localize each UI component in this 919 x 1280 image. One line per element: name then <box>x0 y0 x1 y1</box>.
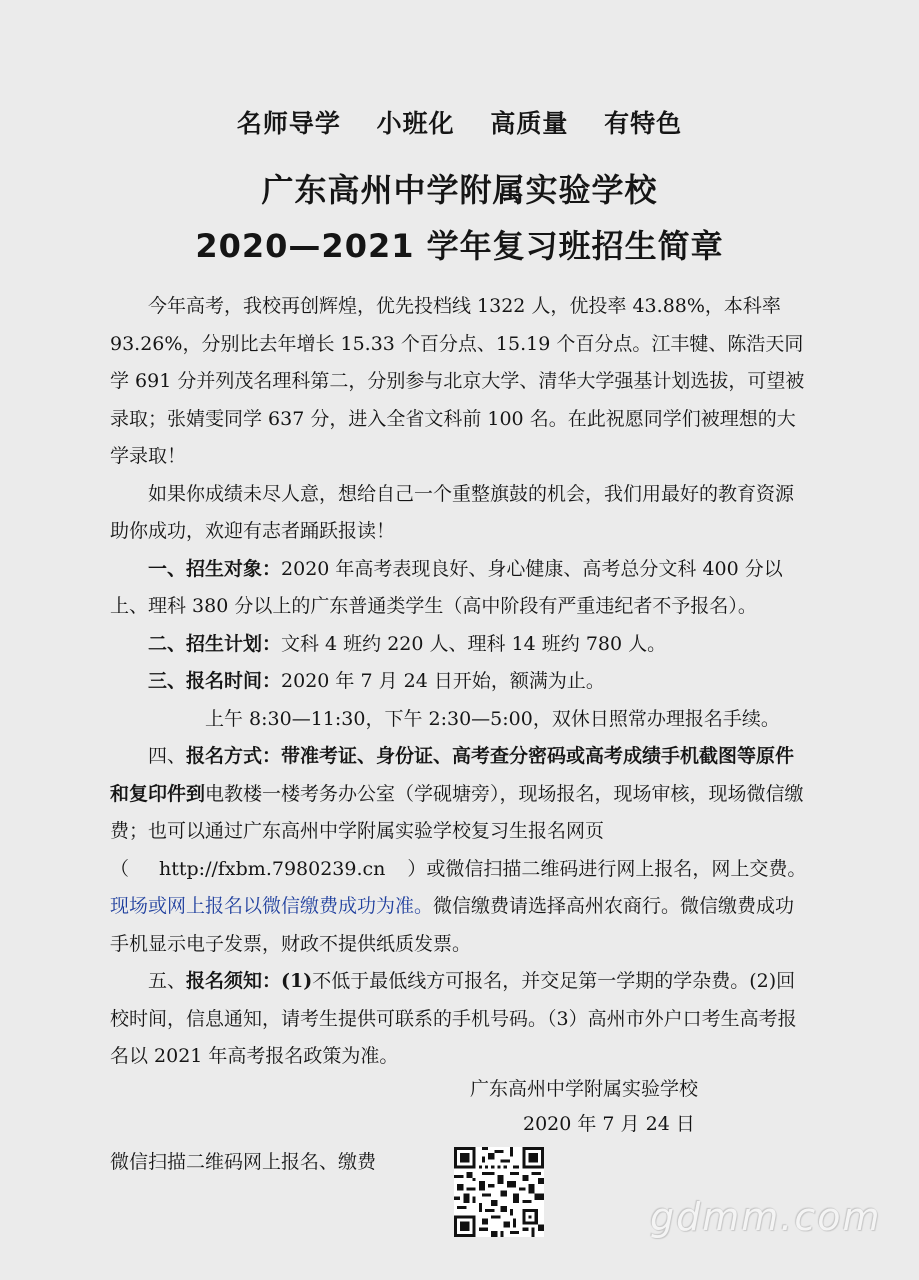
section2-heading: 二、招生计划： <box>148 632 282 655</box>
invite-paragraph: 如果你成绩未尽人意，想给自己一个重整旗鼓的机会，我们用最好的教育资源助你成功，欢迎有志者踊跃报读！ <box>110 482 795 542</box>
section5-prefix: 五、 <box>148 970 187 992</box>
section4-text-b: ）或微信扫描二维码进行网上报名，网上交费。 <box>407 857 807 880</box>
section4-text-a: 电教楼一楼考务办公室（学砚塘旁），现场报名，现场审核，现场微信缴费；也可以通过广东高州中学附属实验学校复习生报名网页（ <box>110 782 804 880</box>
signature-date: 2020 年 7 月 24 日 <box>523 1113 695 1135</box>
slogan-1: 名师导学 <box>236 109 341 138</box>
section3-text: 2020 年 7 月 24 日开始，额满为止。 <box>281 670 605 692</box>
site-watermark: gdmm.com <box>650 1195 882 1239</box>
slogan-3: 高质量 <box>490 109 569 138</box>
section-registration-notes <box>110 963 810 1076</box>
registration-url[interactable]: http://fxbm.7980239.cn <box>159 857 386 880</box>
section-enrollment-target <box>110 551 810 626</box>
qr-label: 微信扫描二维码网上报名、缴费 <box>110 1151 377 1173</box>
section-enrollment-plan <box>110 626 810 664</box>
section4-heading: 报名方式：带准考证、身份证、高考查分密码或高考成绩手机截图等原件和复印件到 <box>110 745 795 805</box>
slogan-line <box>0 104 919 140</box>
section3-heading: 三、报名时间： <box>148 670 282 692</box>
signature-school: 广东高州中学附属实验学校 <box>470 1078 699 1100</box>
section-registration-method <box>110 738 810 963</box>
section1-text: 2020 年高考表现良好、身心健康、高考总分文科 400 分以上、理科 380 分以上的广东普通类学生（高中阶段有严重违纪者不予报名）。 <box>110 557 783 617</box>
payment-highlight: 现场或网上报名以微信缴费成功为准。 <box>110 895 434 917</box>
section4-text-c: 微信缴费请选择高州农商行。微信缴费成功手机显示电子发票，财政不提供纸质发票。 <box>110 895 795 955</box>
qr-code-icon[interactable] <box>454 1147 544 1237</box>
section4-prefix: 四、 <box>148 745 187 767</box>
school-title: 广东高州中学附属实验学校 <box>261 171 658 209</box>
slogan-2: 小班化 <box>376 109 455 138</box>
intro-paragraph: 今年高考，我校再创辉煌，优先投档线 1322 人，优投率 43.88%，本科率 93.26%，分别比去年增长 15.33 个百分点、15.19 个百分点。江丰犍、陈浩天同学 691 分并列茂名理科第二，分别参与北京大学、清华大学强基计划选拔，可望被录取；张婧雯同学 637 分，进入全省文科前 100 名。在此祝愿同学们被理想的大学录取！ <box>110 295 805 467</box>
section5-text: 不低于最低线方可报名，并交足第一学期的学杂费。(2)回校时间，信息通知，请考生提供可联系的手机号码。（3）高州市外户口考生高考报名以 2021 年高考报名政策为准。 <box>110 970 797 1067</box>
notice-title: 2020—2021 学年复习班招生简章 <box>195 227 724 265</box>
section5-heading: 报名须知：(1) <box>186 970 313 992</box>
slogan-4: 有特色 <box>604 109 683 138</box>
notice-body <box>110 288 810 1076</box>
section1-heading: 一、招生对象： <box>148 557 282 580</box>
office-hours: 上午 8:30—11:30，下午 2:30—5:00，双休日照常办理报名手续。 <box>205 707 780 730</box>
section-registration-time <box>110 663 810 701</box>
section2-text: 文科 4 班约 220 人、理科 14 班约 780 人。 <box>281 632 667 655</box>
